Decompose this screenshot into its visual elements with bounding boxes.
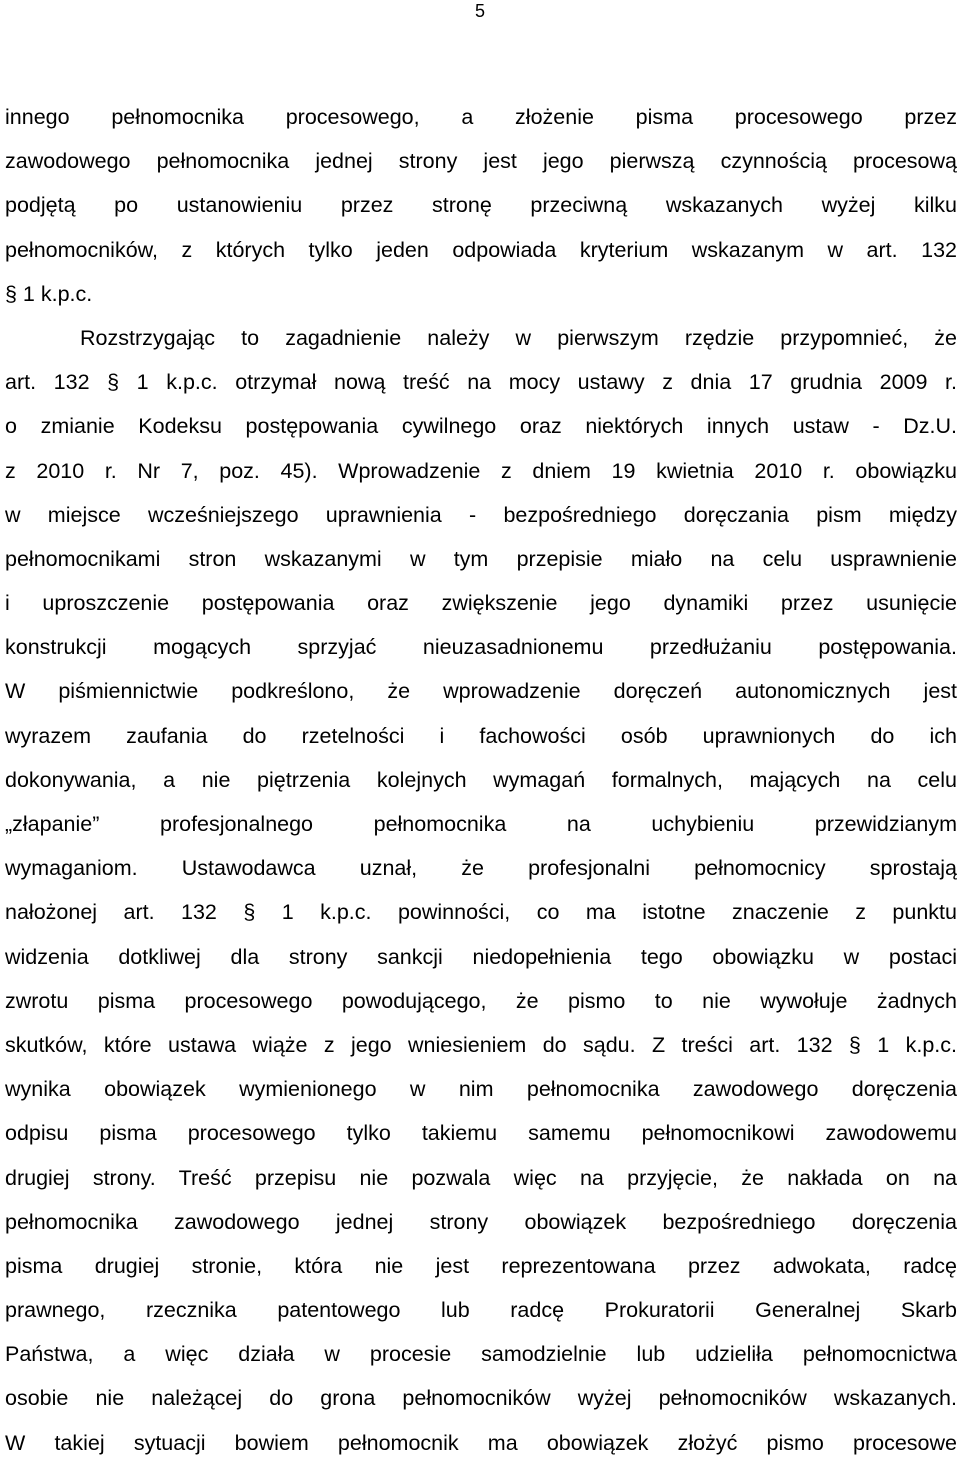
text-line: konstrukcji mogących sprzyjać nieuzasadnionemu przedłużaniu postępowania. [5, 635, 957, 660]
text-line: zawodowego pełnomocnika jednej strony jest jego pierwszą czynnością procesową [5, 149, 957, 174]
text-line: wyrazem zaufania do rzetelności i fachowości osób uprawnionych do ich [5, 723, 957, 748]
text-line: odpisu pisma procesowego tylko takiemu samemu pełnomocnikowi zawodowemu [5, 1121, 957, 1146]
text-line: Państwa, a więc działa w procesie samodzielnie lub udzieliła pełnomocnictwa [5, 1342, 957, 1367]
paragraph-start-line: Rozstrzygając to zagadnienie należy w pierwszym rzędzie przypomnieć, że [80, 325, 957, 350]
text-line: W takiej sytuacji bowiem pełnomocnik ma obowiązek złożyć pismo procesowe [5, 1430, 957, 1455]
text-line: podjętą po ustanowieniu przez stronę przeciwną wskazanych wyżej kilku [5, 193, 957, 218]
text-line: innego pełnomocnika procesowego, a złożenie pisma procesowego przez [5, 105, 957, 129]
text-line: pełnomocników, z których tylko jeden odpowiada kryterium wskazanym w art. 132 [5, 237, 957, 262]
text-line: w miejsce wcześniejszego uprawnienia - bezpośredniego doręczania pism między [5, 502, 957, 527]
text-line: skutków, które ustawa wiąże z jego wniesieniem do sądu. Z treści art. 132 § 1 k.p.c. [5, 1032, 957, 1057]
text-line: pełnomocnikami stron wskazanymi w tym przepisie miało na celu usprawnienie [5, 546, 957, 571]
text-line: drugiej strony. Treść przepisu nie pozwala więc na przyjęcie, że nakłada on na [5, 1165, 957, 1190]
text-line: widzenia dotkliwej dla strony sankcji niedopełnienia tego obowiązku w postaci [5, 944, 957, 969]
text-line: „złapanie” profesjonalnego pełnomocnika na uchybieniu przewidzianym [5, 812, 957, 836]
text-line: pisma drugiej stronie, która nie jest reprezentowana przez adwokata, radcę [5, 1253, 957, 1278]
text-line: z 2010 r. Nr 7, poz. 45). Wprowadzenie z dniem 19 kwietnia 2010 r. obowiązku [5, 458, 957, 483]
text-line: nałożonej art. 132 § 1 k.p.c. powinności, co ma istotne znaczenie z punktu [5, 900, 957, 925]
text-line: wymaganiom. Ustawodawca uznał, że profesjonalni pełnomocnicy sprostają [5, 856, 957, 881]
text-line: i uproszczenie postępowania oraz zwiększenie jego dynamiki przez usunięcie [5, 591, 957, 616]
text-line: W piśmiennictwie podkreślono, że wprowadzenie doręczeń autonomicznych jest [5, 679, 957, 704]
text-line: o zmianie Kodeksu postępowania cywilnego oraz niektórych innych ustaw - Dz.U. [5, 414, 957, 439]
page-number: 5 [474, 1, 485, 21]
text-line: zwrotu pisma procesowego powodującego, że pismo to nie wywołuje żadnych [5, 988, 957, 1013]
text-line: art. 132 § 1 k.p.c. otrzymał nową treść na mocy ustawy z dnia 17 grudnia 2009 r. [5, 370, 957, 395]
text-line: osobie nie należącej do grona pełnomocników wyżej pełnomocników wskazanych. [5, 1386, 957, 1411]
text-line: prawnego, rzecznika patentowego lub radcę Prokuratorii Generalnej Skarb [5, 1298, 957, 1323]
text-line: pełnomocnika zawodowego jednej strony obowiązek bezpośredniego doręczenia [5, 1209, 957, 1234]
body-text [5, 95, 957, 1465]
text-line: dokonywania, a nie piętrzenia kolejnych wymagań formalnych, mających na celu [5, 767, 957, 792]
text-line: wynika obowiązek wymienionego w nim pełnomocnika zawodowego doręczenia [5, 1077, 957, 1102]
text-line: § 1 k.p.c. [5, 281, 93, 306]
